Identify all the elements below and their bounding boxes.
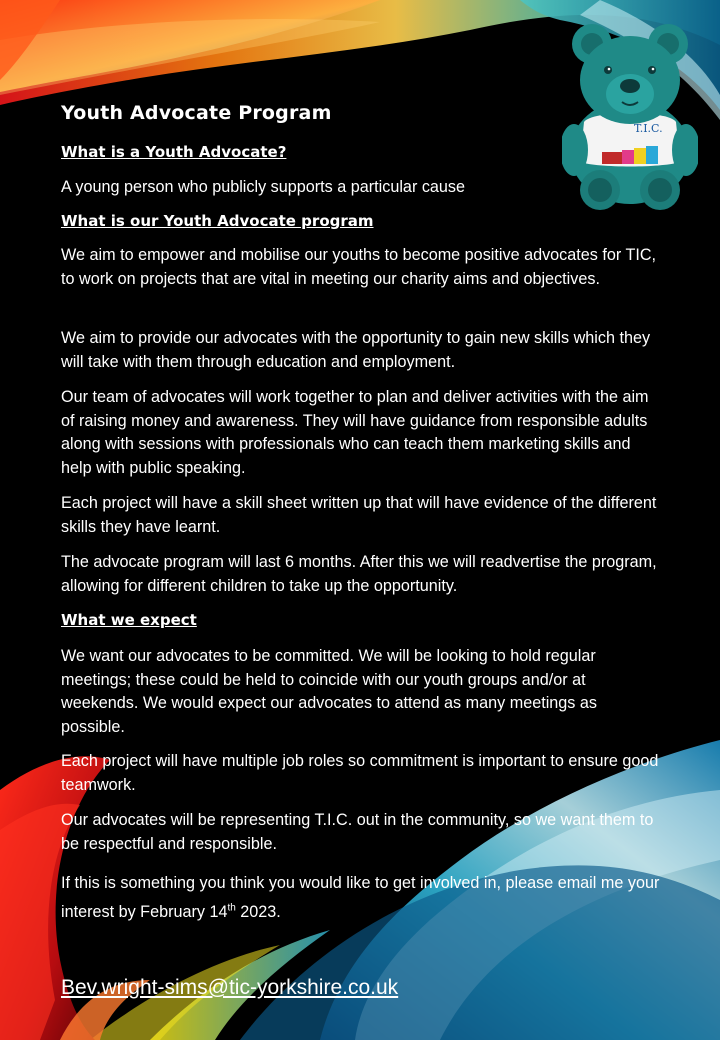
closing-year: 2023. (235, 903, 281, 921)
paragraph-commitment: We want our advocates to be committed. We will be looking to hold regular meetings; these could be held to coincide with our youth groups and/or at weekends. We would expect our advocates to attend as many meetings as possible. (61, 647, 597, 736)
page-title: Youth Advocate Program (61, 102, 332, 124)
paragraph-team: Our team of advocates will work together to plan and deliver activities with the aim of raising money and awareness. They will have guidance from responsible adults along with sessions with professionals who can teach them marketing skills and help with public speaking. (61, 388, 649, 477)
section-heading-what-is-advocate: What is a Youth Advocate? (61, 143, 287, 161)
paragraph-job-roles: Each project will have multiple job roles so commitment is important to ensure good teamwork. (61, 752, 659, 794)
paragraph-duration: The advocate program will last 6 months. After this we will readvertise the program, allowing for different children to take up the opportunity. (61, 553, 657, 595)
paragraph-closing (61, 869, 661, 927)
section-heading-our-program: What is our Youth Advocate program (61, 212, 374, 230)
paragraph-definition: A young person who publicly supports a particular cause (61, 178, 466, 196)
paragraph-aim-skills: We aim to provide our advocates with the opportunity to gain new skills which they will take with them through education and employment. (61, 329, 651, 371)
contact-email-link[interactable]: Bev.wright-sims@tic-yorkshire.co.uk (61, 976, 399, 999)
paragraph-representation: Our advocates will be representing T.I.C. out in the community, so we want them to be respectful and responsible. (61, 811, 654, 853)
section-heading-expectations: What we expect (61, 611, 197, 629)
paragraph-aim-empower: We aim to empower and mobilise our youths to become positive advocates for TIC, to work on projects that are vital in meeting our charity aims and objectives. (61, 246, 657, 288)
teddy-bear-mascot-icon (562, 22, 698, 212)
closing-text: If this is something you think you would like to get involved in, please email me your interest by February 14 (61, 874, 660, 921)
closing-superscript: th (227, 902, 236, 914)
tic-logo-text: T.I.C. (634, 122, 663, 135)
paragraph-skill-sheet: Each project will have a skill sheet written up that will have evidence of the different skills they have learnt. (61, 494, 657, 536)
